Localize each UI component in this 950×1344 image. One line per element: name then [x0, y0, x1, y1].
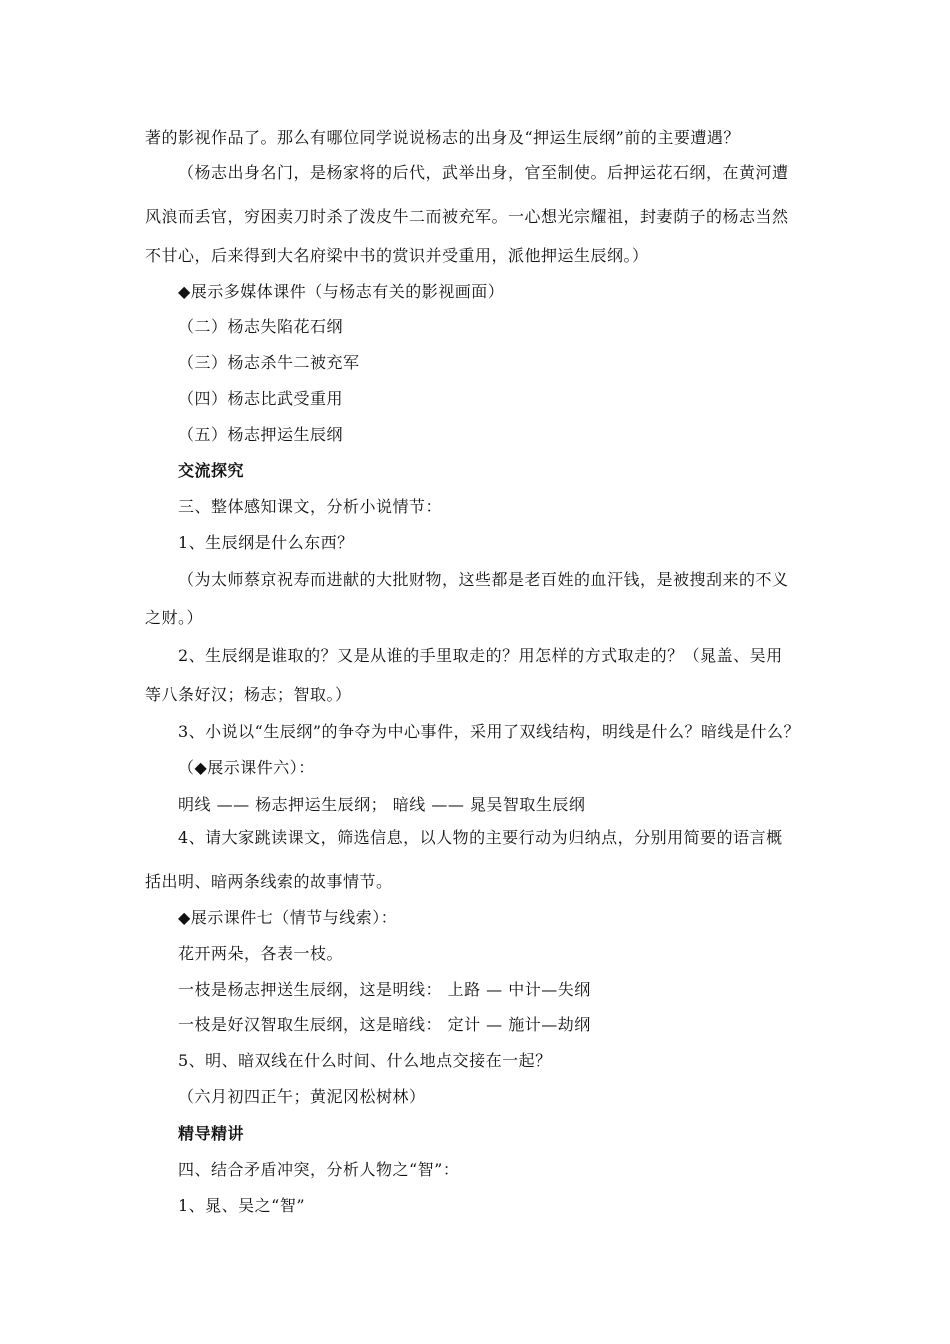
- courseware-note: ◆展示多媒体课件（与杨志有关的影视画面）: [178, 282, 505, 301]
- courseware-note: （◆展示课件六）：: [178, 758, 315, 777]
- paragraph-line: 风浪而丢官，穷困卖刀时杀了泼皮牛二而被充军。一心想光宗耀祖，封妻荫子的杨志当然: [145, 207, 789, 226]
- paragraph-line: 括出明、暗两条线索的故事情节。: [145, 872, 393, 891]
- section-heading: 精导精讲: [178, 1124, 245, 1143]
- plot-lines: 明线 —— 杨志押运生辰纲； 暗线 —— 晁吴智取生辰纲: [178, 795, 586, 814]
- paragraph-line: （杨志出身名门，是杨家将的后代，武举出身，官至制使。后押运花石纲，在黄河遭: [178, 163, 789, 182]
- list-item: （二）杨志失陷花石纲: [178, 317, 344, 336]
- paragraph-line: 四、结合矛盾冲突，分析人物之“智”：: [178, 1160, 460, 1179]
- question-line: 3、小说以“生辰纲”的争夺为中心事件，采用了双线结构，明线是什么？暗线是什么？: [178, 722, 801, 741]
- list-item: （四）杨志比武受重用: [178, 389, 344, 408]
- question-line: 5、明、暗双线在什么时间、什么地点交接在一起？: [178, 1051, 552, 1070]
- paragraph-line: 之财。）: [145, 608, 204, 627]
- paragraph-line: 一枝是杨志押送生辰纲，这是明线： 上路 — 中计—失纲: [178, 980, 591, 999]
- paragraph-line: 三、整体感知课文，分析小说情节：: [178, 497, 443, 516]
- paragraph-line: 花开两朵，各表一枝。: [178, 944, 344, 963]
- list-item: （三）杨志杀牛二被充军: [178, 353, 360, 372]
- list-item: （五）杨志押运生辰纲: [178, 425, 344, 444]
- paragraph-line: 不甘心，后来得到大名府梁中书的赏识并受重用，派他押运生辰纲。）: [145, 246, 649, 265]
- paragraph-line: 等八条好汉；杨志；智取。）: [145, 685, 352, 704]
- paragraph-line: 著的影视作品了。那么有哪位同学说说杨志的出身及“押运生辰纲”前的主要遭遇？: [145, 128, 740, 147]
- paragraph-line: （为太师蔡京祝寿而进献的大批财物，这些都是老百姓的血汗钱，是被搜刮来的不义: [178, 570, 789, 589]
- paragraph-line: 一枝是好汉智取生辰纲，这是暗线： 定计 — 施计—劫纲: [178, 1015, 591, 1034]
- question-line: 1、晁、吴之“智”: [178, 1196, 306, 1215]
- question-line: 4、请大家跳读课文，筛选信息，以人物的主要行动为归纳点，分别用简要的语言概: [178, 828, 783, 847]
- courseware-note: ◆展示课件七（情节与线索）：: [178, 908, 398, 927]
- question-line: 1、生辰纲是什么东西？: [178, 533, 354, 552]
- section-heading: 交流探究: [178, 461, 245, 480]
- question-line: 2、生辰纲是谁取的？又是从谁的手里取走的？用怎样的方式取走的？（晁盖、吴用: [178, 646, 783, 665]
- paragraph-line: （六月初四正午；黄泥冈松树林）: [178, 1087, 426, 1106]
